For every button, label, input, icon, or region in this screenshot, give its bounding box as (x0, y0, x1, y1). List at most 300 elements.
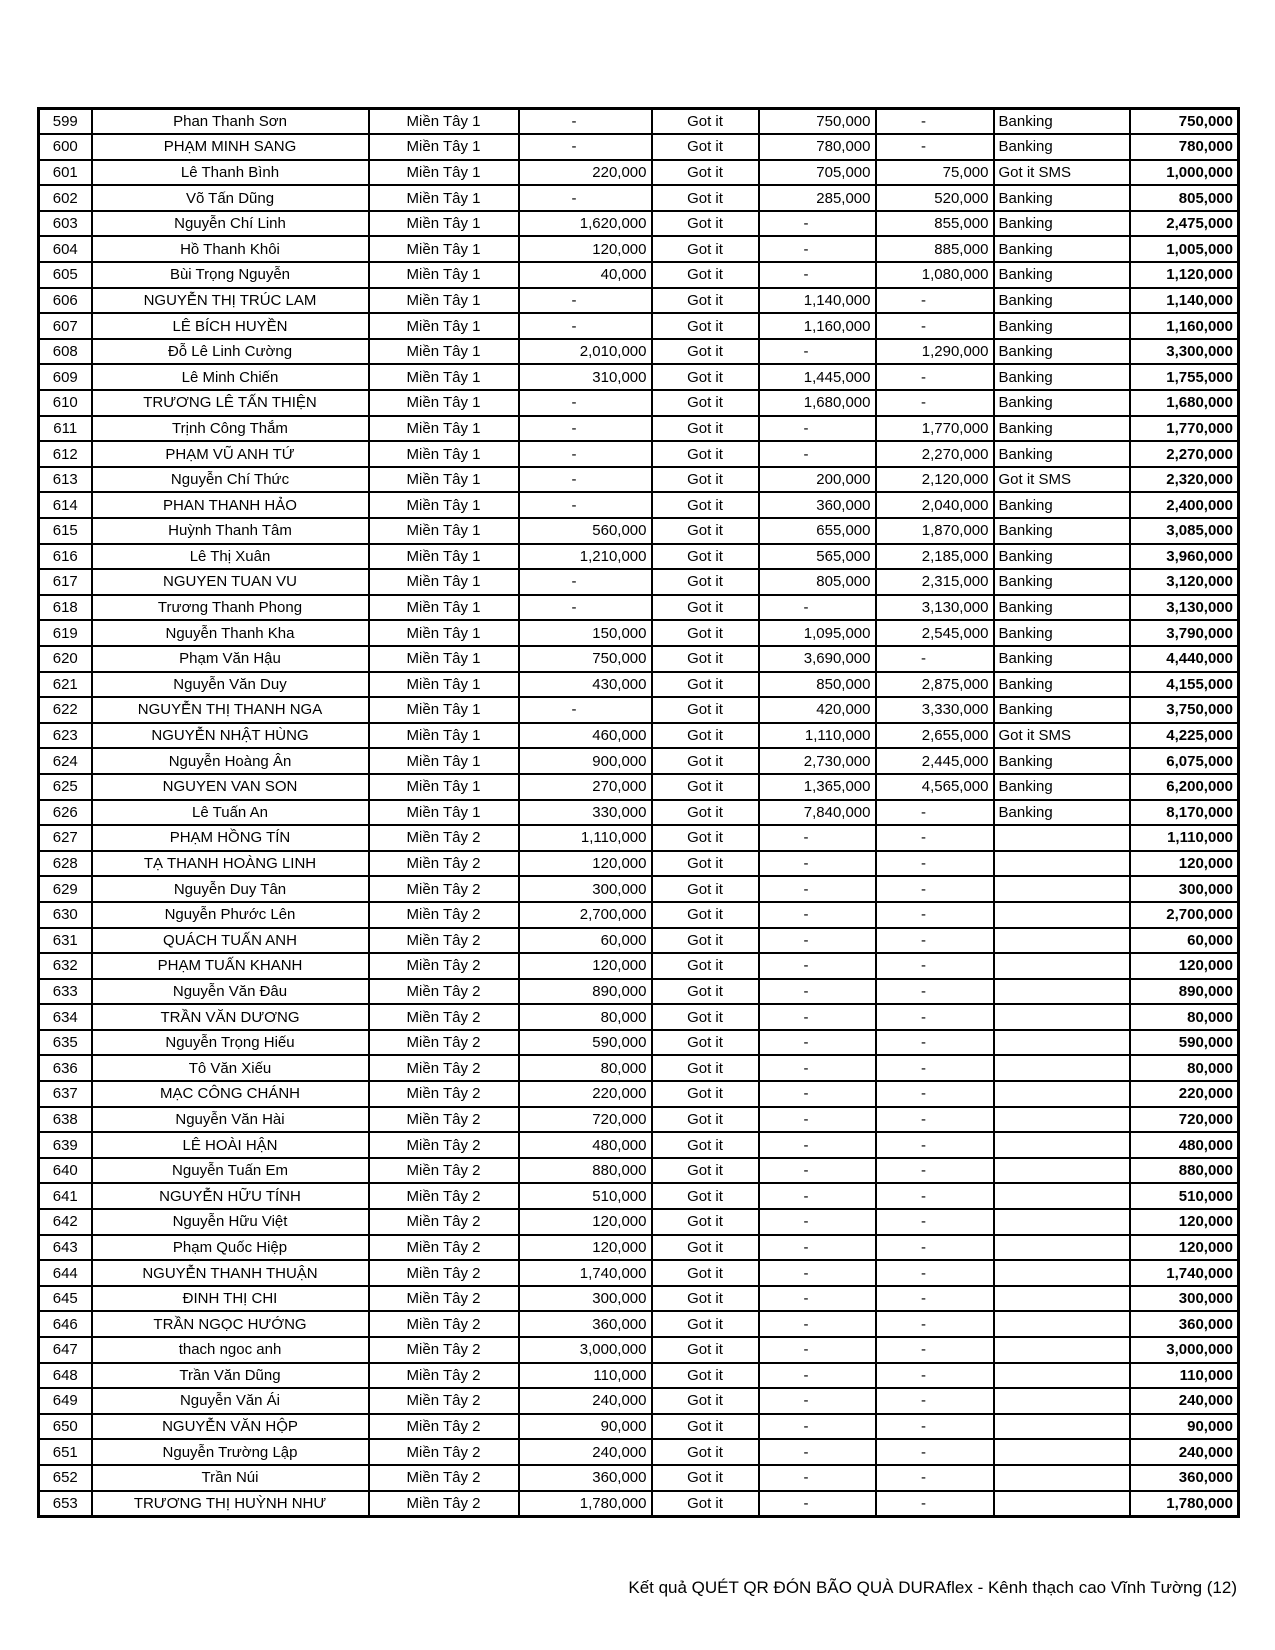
cell-amount-3: - (876, 1414, 994, 1440)
cell-total: 120,000 (1130, 851, 1239, 877)
cell-channel: Banking (994, 595, 1130, 621)
cell-gotit-status: Got it (652, 492, 759, 518)
cell-amount-2: 360,000 (759, 492, 876, 518)
cell-region: Miền Tây 1 (369, 544, 519, 570)
cell-stt: 612 (39, 441, 92, 467)
cell-region: Miền Tây 2 (369, 876, 519, 902)
cell-name: Đỗ Lê Linh Cường (92, 339, 369, 365)
cell-amount-qr: 80,000 (519, 1055, 652, 1081)
cell-total: 1,140,000 (1130, 288, 1239, 314)
cell-amount-3: - (876, 1183, 994, 1209)
cell-channel (994, 1260, 1130, 1286)
cell-amount-3: 2,315,000 (876, 569, 994, 595)
cell-gotit-status: Got it (652, 185, 759, 211)
cell-name: Trịnh Công Thắm (92, 416, 369, 442)
cell-amount-2: 200,000 (759, 467, 876, 493)
cell-stt: 623 (39, 723, 92, 749)
cell-channel: Banking (994, 262, 1130, 288)
cell-stt: 626 (39, 800, 92, 826)
cell-amount-3: - (876, 1209, 994, 1235)
table-row (39, 441, 1239, 467)
cell-region: Miền Tây 1 (369, 723, 519, 749)
cell-name: Phạm Quốc Hiệp (92, 1235, 369, 1261)
cell-total: 240,000 (1130, 1439, 1239, 1465)
cell-stt: 631 (39, 928, 92, 954)
cell-total: 1,160,000 (1130, 313, 1239, 339)
cell-name: Lê Thanh Bình (92, 160, 369, 186)
cell-channel (994, 1081, 1130, 1107)
cell-stt: 599 (39, 109, 92, 135)
cell-stt: 647 (39, 1337, 92, 1363)
table-row (39, 109, 1239, 135)
cell-total: 3,750,000 (1130, 697, 1239, 723)
cell-total: 6,075,000 (1130, 748, 1239, 774)
cell-stt: 600 (39, 134, 92, 160)
cell-amount-qr: 1,210,000 (519, 544, 652, 570)
cell-total: 510,000 (1130, 1183, 1239, 1209)
cell-channel (994, 1388, 1130, 1414)
cell-amount-qr: 310,000 (519, 364, 652, 390)
cell-channel (994, 1235, 1130, 1261)
cell-amount-2: - (759, 1311, 876, 1337)
cell-amount-2: - (759, 1158, 876, 1184)
cell-gotit-status: Got it (652, 953, 759, 979)
cell-stt: 607 (39, 313, 92, 339)
cell-gotit-status: Got it (652, 364, 759, 390)
cell-region: Miền Tây 2 (369, 1209, 519, 1235)
cell-total: 2,475,000 (1130, 211, 1239, 237)
table-row (39, 416, 1239, 442)
cell-name: Nguyễn Trường Lập (92, 1439, 369, 1465)
cell-amount-2: 1,445,000 (759, 364, 876, 390)
cell-amount-qr: 510,000 (519, 1183, 652, 1209)
cell-amount-3: 885,000 (876, 236, 994, 262)
cell-total: 360,000 (1130, 1465, 1239, 1491)
table-row (39, 160, 1239, 186)
cell-name: Nguyễn Văn Ái (92, 1388, 369, 1414)
cell-amount-qr: 460,000 (519, 723, 652, 749)
cell-amount-qr: 360,000 (519, 1311, 652, 1337)
cell-channel (994, 1439, 1130, 1465)
table-row (39, 518, 1239, 544)
cell-name: NGUYỄN THỊ THANH NGA (92, 697, 369, 723)
table-row (39, 1465, 1239, 1491)
cell-total: 80,000 (1130, 1004, 1239, 1030)
cell-name: Bùi Trọng Nguyễn (92, 262, 369, 288)
cell-amount-3: - (876, 825, 994, 851)
cell-stt: 625 (39, 774, 92, 800)
cell-stt: 624 (39, 748, 92, 774)
cell-amount-2: - (759, 1260, 876, 1286)
cell-total: 780,000 (1130, 134, 1239, 160)
cell-amount-2: - (759, 1209, 876, 1235)
cell-amount-2: 420,000 (759, 697, 876, 723)
cell-gotit-status: Got it (652, 1337, 759, 1363)
cell-stt: 630 (39, 902, 92, 928)
cell-gotit-status: Got it (652, 1107, 759, 1133)
cell-channel (994, 1209, 1130, 1235)
cell-stt: 650 (39, 1414, 92, 1440)
cell-amount-qr: 270,000 (519, 774, 652, 800)
cell-region: Miền Tây 1 (369, 109, 519, 135)
cell-stt: 615 (39, 518, 92, 544)
cell-gotit-status: Got it (652, 928, 759, 954)
table-row (39, 262, 1239, 288)
cell-name: QUÁCH TUẤN ANH (92, 928, 369, 954)
cell-gotit-status: Got it (652, 902, 759, 928)
table-row (39, 1363, 1239, 1389)
results-table-body (39, 109, 1239, 1517)
table-row (39, 774, 1239, 800)
table-row (39, 339, 1239, 365)
cell-amount-qr: 2,700,000 (519, 902, 652, 928)
cell-region: Miền Tây 1 (369, 441, 519, 467)
cell-amount-qr: 220,000 (519, 160, 652, 186)
cell-channel: Banking (994, 313, 1130, 339)
cell-amount-qr: - (519, 288, 652, 314)
cell-total: 590,000 (1130, 1030, 1239, 1056)
cell-total: 720,000 (1130, 1107, 1239, 1133)
cell-gotit-status: Got it (652, 544, 759, 570)
cell-total: 300,000 (1130, 876, 1239, 902)
cell-stt: 646 (39, 1311, 92, 1337)
cell-total: 3,085,000 (1130, 518, 1239, 544)
cell-region: Miền Tây 1 (369, 364, 519, 390)
cell-region: Miền Tây 1 (369, 774, 519, 800)
cell-gotit-status: Got it (652, 390, 759, 416)
page-footer-caption: Kết quả QUÉT QR ĐÓN BÃO QUÀ DURAflex - Kênh thạch cao Vĩnh Tường (12) (628, 1578, 1237, 1597)
cell-amount-3: 1,770,000 (876, 416, 994, 442)
cell-channel: Banking (994, 569, 1130, 595)
cell-region: Miền Tây 1 (369, 620, 519, 646)
cell-amount-qr: - (519, 569, 652, 595)
cell-amount-qr: - (519, 416, 652, 442)
cell-amount-3: - (876, 902, 994, 928)
cell-amount-2: 3,690,000 (759, 646, 876, 672)
cell-gotit-status: Got it (652, 416, 759, 442)
cell-amount-qr: 750,000 (519, 646, 652, 672)
table-row (39, 953, 1239, 979)
cell-gotit-status: Got it (652, 518, 759, 544)
cell-total: 1,110,000 (1130, 825, 1239, 851)
cell-name: Nguyễn Trọng Hiếu (92, 1030, 369, 1056)
cell-name: Tô Văn Xiếu (92, 1055, 369, 1081)
cell-amount-2: 805,000 (759, 569, 876, 595)
table-row (39, 492, 1239, 518)
table-row (39, 1491, 1239, 1517)
table-row (39, 902, 1239, 928)
cell-channel: Banking (994, 697, 1130, 723)
cell-total: 4,225,000 (1130, 723, 1239, 749)
cell-amount-qr: 120,000 (519, 953, 652, 979)
cell-amount-3: - (876, 1158, 994, 1184)
cell-amount-2: 750,000 (759, 109, 876, 135)
table-row (39, 595, 1239, 621)
cell-name: Nguyễn Chí Linh (92, 211, 369, 237)
cell-name: TRẦN VĂN DƯƠNG (92, 1004, 369, 1030)
cell-total: 3,300,000 (1130, 339, 1239, 365)
cell-amount-qr: 1,110,000 (519, 825, 652, 851)
cell-name: Huỳnh Thanh Tâm (92, 518, 369, 544)
cell-amount-2: - (759, 1055, 876, 1081)
cell-amount-2: - (759, 1183, 876, 1209)
cell-amount-3: - (876, 288, 994, 314)
table-row (39, 390, 1239, 416)
cell-amount-2: - (759, 441, 876, 467)
cell-stt: 608 (39, 339, 92, 365)
cell-amount-qr: 40,000 (519, 262, 652, 288)
cell-amount-2: 705,000 (759, 160, 876, 186)
cell-channel (994, 1337, 1130, 1363)
cell-gotit-status: Got it (652, 774, 759, 800)
cell-gotit-status: Got it (652, 1414, 759, 1440)
table-row (39, 1081, 1239, 1107)
cell-channel (994, 1311, 1130, 1337)
cell-amount-2: - (759, 1030, 876, 1056)
cell-region: Miền Tây 1 (369, 646, 519, 672)
cell-amount-qr: 120,000 (519, 1209, 652, 1235)
cell-amount-3: - (876, 800, 994, 826)
cell-amount-3: 2,875,000 (876, 672, 994, 698)
cell-region: Miền Tây 2 (369, 1439, 519, 1465)
cell-amount-3: - (876, 979, 994, 1005)
cell-name: Hồ Thanh Khôi (92, 236, 369, 262)
cell-gotit-status: Got it (652, 441, 759, 467)
cell-stt: 633 (39, 979, 92, 1005)
cell-total: 2,400,000 (1130, 492, 1239, 518)
cell-amount-qr: 120,000 (519, 1235, 652, 1261)
cell-amount-3: - (876, 1491, 994, 1517)
cell-total: 300,000 (1130, 1286, 1239, 1312)
cell-name: Trần Núi (92, 1465, 369, 1491)
cell-name: Lê Thị Xuân (92, 544, 369, 570)
table-row (39, 1286, 1239, 1312)
cell-total: 3,130,000 (1130, 595, 1239, 621)
table-row (39, 876, 1239, 902)
cell-stt: 648 (39, 1363, 92, 1389)
cell-amount-qr: 480,000 (519, 1132, 652, 1158)
cell-amount-2: - (759, 1414, 876, 1440)
cell-region: Miền Tây 2 (369, 1363, 519, 1389)
cell-amount-2: - (759, 1491, 876, 1517)
cell-name: Nguyễn Hữu Việt (92, 1209, 369, 1235)
cell-channel (994, 902, 1130, 928)
cell-region: Miền Tây 1 (369, 160, 519, 186)
cell-amount-3: - (876, 928, 994, 954)
table-row (39, 697, 1239, 723)
cell-name: Võ Tấn Dũng (92, 185, 369, 211)
cell-amount-3: - (876, 109, 994, 135)
cell-amount-qr: 120,000 (519, 236, 652, 262)
cell-amount-qr: 3,000,000 (519, 1337, 652, 1363)
cell-name: TRƯƠNG LÊ TẤN THIỆN (92, 390, 369, 416)
cell-total: 90,000 (1130, 1414, 1239, 1440)
cell-stt: 609 (39, 364, 92, 390)
cell-gotit-status: Got it (652, 1286, 759, 1312)
cell-total: 80,000 (1130, 1055, 1239, 1081)
cell-region: Miền Tây 2 (369, 1311, 519, 1337)
cell-channel (994, 825, 1130, 851)
cell-stt: 621 (39, 672, 92, 698)
table-row (39, 825, 1239, 851)
cell-name: Lê Tuấn An (92, 800, 369, 826)
cell-gotit-status: Got it (652, 646, 759, 672)
table-row (39, 134, 1239, 160)
cell-amount-qr: 890,000 (519, 979, 652, 1005)
cell-region: Miền Tây 1 (369, 697, 519, 723)
cell-stt: 616 (39, 544, 92, 570)
cell-name: Nguyễn Văn Hài (92, 1107, 369, 1133)
table-row (39, 1209, 1239, 1235)
cell-gotit-status: Got it (652, 339, 759, 365)
cell-amount-3: - (876, 1286, 994, 1312)
cell-amount-2: 565,000 (759, 544, 876, 570)
cell-amount-2: - (759, 1132, 876, 1158)
cell-stt: 617 (39, 569, 92, 595)
table-row (39, 1235, 1239, 1261)
cell-amount-2: - (759, 211, 876, 237)
results-table (37, 107, 1240, 1518)
cell-channel: Banking (994, 236, 1130, 262)
cell-amount-3: - (876, 851, 994, 877)
cell-amount-qr: - (519, 390, 652, 416)
cell-name: Nguyễn Thanh Kha (92, 620, 369, 646)
table-row (39, 313, 1239, 339)
cell-amount-qr: 110,000 (519, 1363, 652, 1389)
table-row (39, 569, 1239, 595)
cell-channel: Got it SMS (994, 160, 1130, 186)
cell-region: Miền Tây 2 (369, 1081, 519, 1107)
cell-region: Miền Tây 2 (369, 1337, 519, 1363)
cell-amount-qr: 300,000 (519, 876, 652, 902)
cell-gotit-status: Got it (652, 1465, 759, 1491)
cell-amount-2: - (759, 1286, 876, 1312)
cell-amount-3: 75,000 (876, 160, 994, 186)
cell-amount-3: - (876, 1465, 994, 1491)
cell-amount-2: - (759, 262, 876, 288)
cell-name: Nguyễn Duy Tân (92, 876, 369, 902)
cell-amount-qr: 2,010,000 (519, 339, 652, 365)
cell-channel (994, 979, 1130, 1005)
cell-gotit-status: Got it (652, 1363, 759, 1389)
cell-region: Miền Tây 1 (369, 800, 519, 826)
cell-name: Phạm Văn Hậu (92, 646, 369, 672)
cell-region: Miền Tây 1 (369, 185, 519, 211)
cell-region: Miền Tây 1 (369, 569, 519, 595)
cell-amount-qr: 220,000 (519, 1081, 652, 1107)
table-row (39, 1183, 1239, 1209)
cell-name: LÊ BÍCH HUYỀN (92, 313, 369, 339)
cell-stt: 627 (39, 825, 92, 851)
cell-gotit-status: Got it (652, 1030, 759, 1056)
cell-region: Miền Tây 1 (369, 211, 519, 237)
cell-total: 60,000 (1130, 928, 1239, 954)
cell-amount-3: - (876, 953, 994, 979)
cell-name: ĐINH THỊ CHI (92, 1286, 369, 1312)
cell-channel (994, 928, 1130, 954)
cell-total: 890,000 (1130, 979, 1239, 1005)
cell-gotit-status: Got it (652, 697, 759, 723)
cell-stt: 605 (39, 262, 92, 288)
cell-amount-2: - (759, 1363, 876, 1389)
cell-name: Nguyễn Văn Duy (92, 672, 369, 698)
cell-region: Miền Tây 2 (369, 1107, 519, 1133)
cell-name: PHẠM VŨ ANH TỨ (92, 441, 369, 467)
cell-amount-qr: 430,000 (519, 672, 652, 698)
cell-name: PHẠM MINH SANG (92, 134, 369, 160)
table-row (39, 1004, 1239, 1030)
cell-amount-2: - (759, 953, 876, 979)
cell-gotit-status: Got it (652, 1004, 759, 1030)
cell-amount-qr: 880,000 (519, 1158, 652, 1184)
cell-region: Miền Tây 2 (369, 1414, 519, 1440)
cell-amount-3: - (876, 646, 994, 672)
cell-name: Trần Văn Dũng (92, 1363, 369, 1389)
cell-amount-2: - (759, 902, 876, 928)
cell-region: Miền Tây 1 (369, 416, 519, 442)
cell-stt: 618 (39, 595, 92, 621)
cell-gotit-status: Got it (652, 211, 759, 237)
table-row (39, 1311, 1239, 1337)
cell-amount-2: 1,140,000 (759, 288, 876, 314)
cell-amount-3: - (876, 1363, 994, 1389)
cell-amount-2: - (759, 1337, 876, 1363)
cell-region: Miền Tây 2 (369, 1158, 519, 1184)
cell-amount-3: 2,270,000 (876, 441, 994, 467)
cell-region: Miền Tây 2 (369, 1132, 519, 1158)
cell-amount-3: - (876, 876, 994, 902)
cell-region: Miền Tây 2 (369, 902, 519, 928)
cell-stt: 606 (39, 288, 92, 314)
cell-region: Miền Tây 1 (369, 748, 519, 774)
cell-amount-qr: - (519, 697, 652, 723)
cell-gotit-status: Got it (652, 1209, 759, 1235)
cell-region: Miền Tây 2 (369, 1055, 519, 1081)
cell-channel (994, 1414, 1130, 1440)
cell-stt: 603 (39, 211, 92, 237)
cell-total: 880,000 (1130, 1158, 1239, 1184)
cell-amount-qr: 1,740,000 (519, 1260, 652, 1286)
cell-region: Miền Tây 1 (369, 492, 519, 518)
cell-name: NGUYỄN HỮU TÍNH (92, 1183, 369, 1209)
cell-amount-3: - (876, 1439, 994, 1465)
cell-channel: Banking (994, 288, 1130, 314)
cell-total: 3,000,000 (1130, 1337, 1239, 1363)
cell-total: 1,755,000 (1130, 364, 1239, 390)
cell-amount-2: - (759, 1465, 876, 1491)
table-row (39, 1055, 1239, 1081)
cell-gotit-status: Got it (652, 672, 759, 698)
cell-total: 120,000 (1130, 953, 1239, 979)
cell-region: Miền Tây 1 (369, 236, 519, 262)
cell-gotit-status: Got it (652, 1158, 759, 1184)
cell-channel: Banking (994, 774, 1130, 800)
cell-amount-3: 3,130,000 (876, 595, 994, 621)
cell-amount-qr: - (519, 595, 652, 621)
cell-amount-2: - (759, 979, 876, 1005)
cell-name: PHAN THANH HẢO (92, 492, 369, 518)
cell-amount-2: - (759, 1004, 876, 1030)
table-row (39, 646, 1239, 672)
cell-channel (994, 1158, 1130, 1184)
cell-stt: 652 (39, 1465, 92, 1491)
cell-amount-3: - (876, 1055, 994, 1081)
cell-region: Miền Tây 1 (369, 262, 519, 288)
cell-stt: 611 (39, 416, 92, 442)
cell-name: thach ngoc anh (92, 1337, 369, 1363)
cell-channel (994, 876, 1130, 902)
cell-amount-qr: 150,000 (519, 620, 652, 646)
